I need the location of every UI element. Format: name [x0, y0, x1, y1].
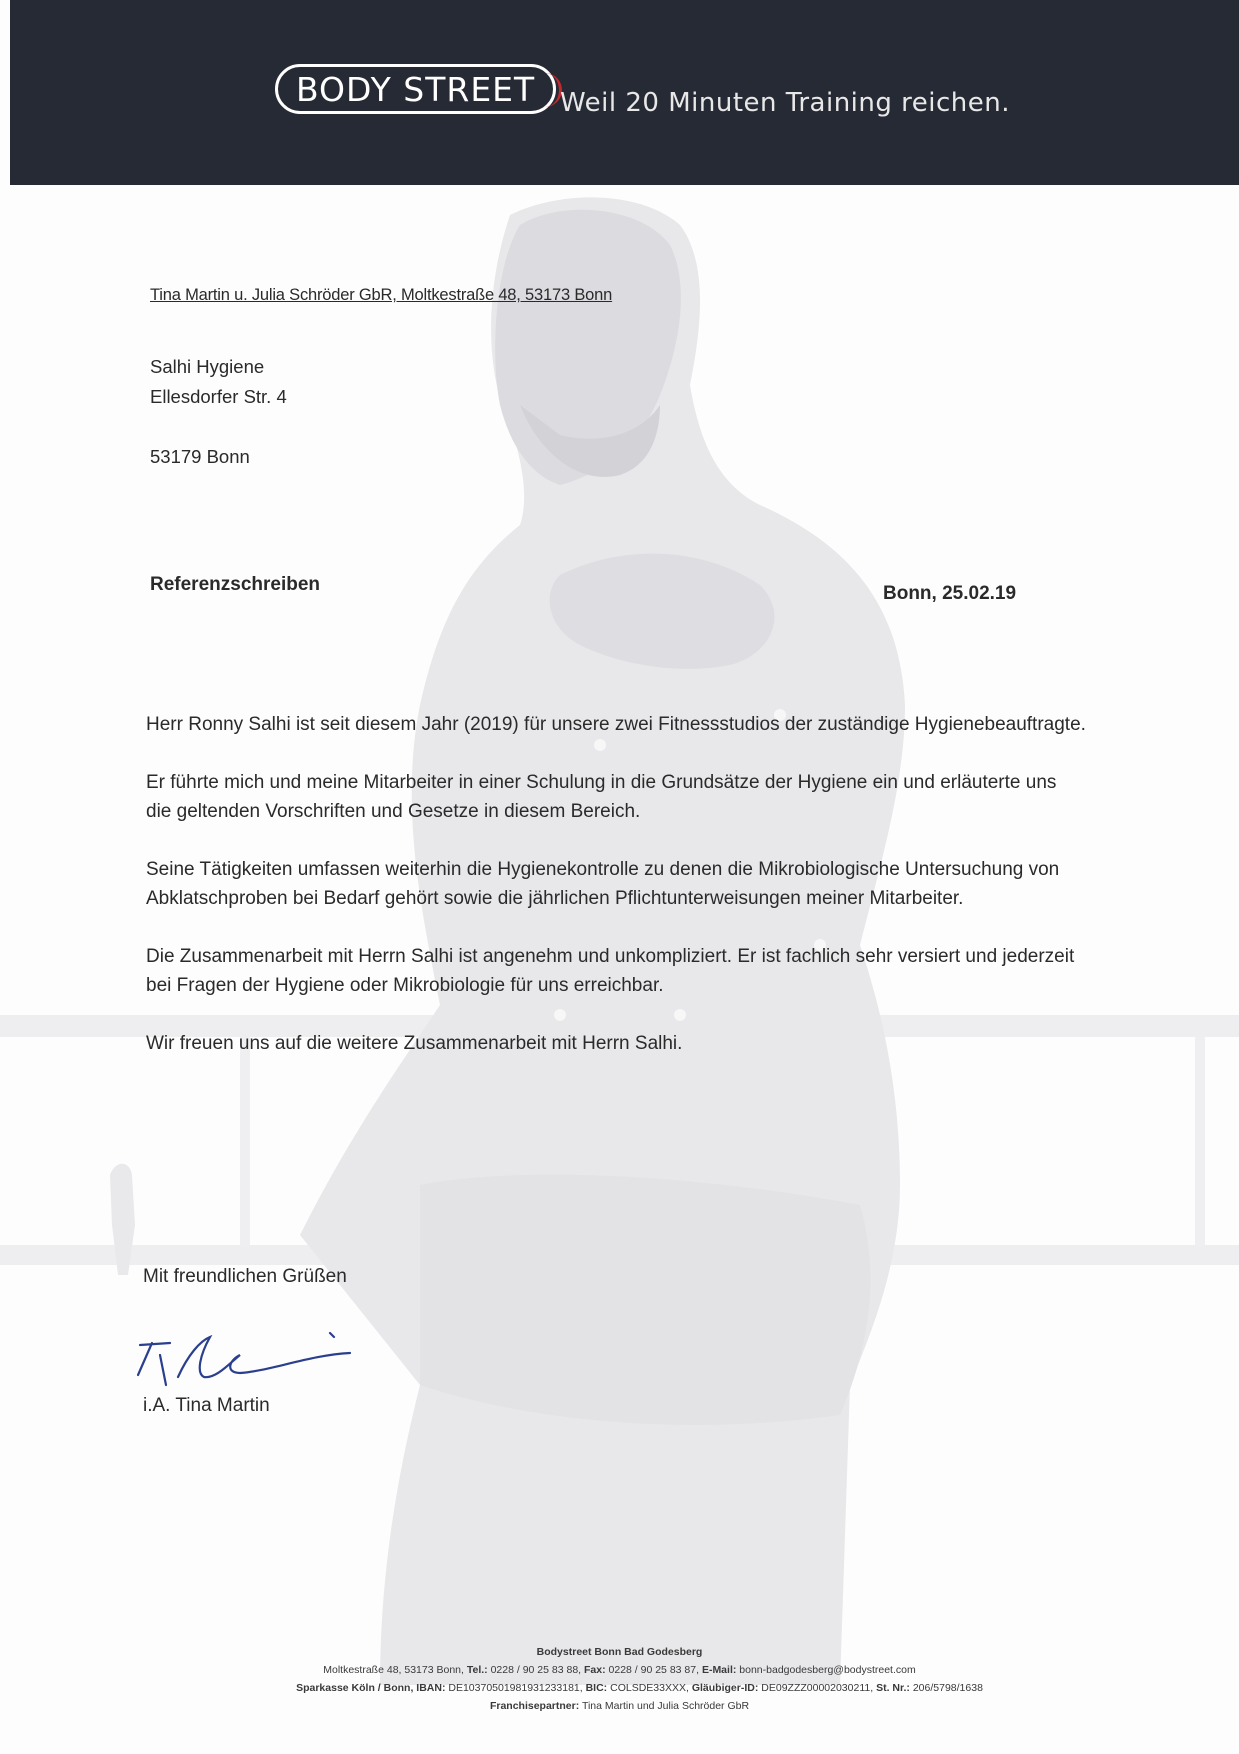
- brand-logo: [275, 64, 556, 114]
- letter-footer: [0, 1643, 1239, 1715]
- footer-creditor-label: Gläubiger-ID:: [691, 1682, 759, 1694]
- letterhead-banner: [10, 0, 1239, 185]
- footer-creditor-id: DE09ZZZ00002030211,: [761, 1682, 874, 1694]
- letter-body: [146, 710, 1086, 1087]
- footer-iban-label: IBAN:: [416, 1682, 446, 1694]
- body-paragraph: Seine Tätigkeiten umfassen weiterhin die Hygienekontrolle zu denen die Mikrobiologische Untersuchung von Abklatschproben bei Bedarf gehört sowie die jährlichen Pflichtunterweisungen meiner Mitarbeiter.: [146, 859, 1060, 909]
- footer-tel-label: Tel.:: [466, 1664, 488, 1676]
- footer-fax-label: Fax:: [584, 1664, 606, 1676]
- body-paragraph: Herr Ronny Salhi ist seit diesem Jahr (2019) für unsere zwei Fitnessstudios der zuständige Hygienebeauftragte.: [146, 714, 1086, 735]
- brand-logo-text: BODY STREET: [296, 69, 536, 109]
- footer-taxno: 206/5798/1638: [912, 1682, 983, 1694]
- footer-tel: 0228 / 90 25 83 88,: [490, 1664, 582, 1676]
- footer-email-label: E-Mail:: [701, 1664, 737, 1676]
- footer-contact-line: [0, 1661, 1239, 1679]
- footer-bic-label: BIC:: [585, 1682, 608, 1694]
- footer-iban: DE10370501981931233181,: [448, 1682, 583, 1694]
- brand-slogan: Weil 20 Minuten Training reichen.: [560, 88, 1010, 118]
- footer-taxno-label: St. Nr.:: [876, 1682, 910, 1694]
- body-paragraph: Wir freuen uns auf die weitere Zusammenarbeit mit Herrn Salhi.: [146, 1033, 683, 1054]
- footer-email: bonn-badgodesberg@bodystreet.com: [739, 1664, 916, 1676]
- sender-return-address: Tina Martin u. Julia Schröder GbR, Moltkestraße 48, 53173 Bonn: [150, 286, 613, 304]
- recipient-name: Salhi Hygiene: [150, 356, 265, 377]
- footer-bank-line: [0, 1679, 1239, 1697]
- footer-franchise-value: Tina Martin und Julia Schröder GbR: [581, 1700, 750, 1712]
- handwritten-signature: [130, 1315, 360, 1395]
- footer-company-name: Bodystreet Bonn Bad Godesberg: [536, 1646, 703, 1658]
- footer-franchise-line: [0, 1697, 1239, 1715]
- footer-bank: Sparkasse Köln / Bonn,: [296, 1682, 414, 1694]
- footer-bic: COLSDE33XXX,: [610, 1682, 689, 1694]
- body-paragraph: Die Zusammenarbeit mit Herrn Salhi ist angenehm und unkompliziert. Er ist fachlich sehr versiert und jederzeit bei Fragen der Hygiene oder Mikrobiologie für uns erreichbar.: [146, 946, 1075, 996]
- footer-franchise-label: Franchisepartner:: [489, 1700, 580, 1712]
- recipient-city: 53179 Bonn: [150, 446, 250, 467]
- letter-closing: Mit freundlichen Grüßen: [143, 1266, 347, 1287]
- recipient-address: [150, 352, 287, 472]
- letter-date: Bonn, 25.02.19: [883, 583, 1017, 604]
- footer-fax: 0228 / 90 25 83 87,: [608, 1664, 700, 1676]
- letter-subject: Referenzschreiben: [150, 574, 321, 595]
- footer-address: Moltkestraße 48, 53173 Bonn,: [323, 1664, 464, 1676]
- body-paragraph: Er führte mich und meine Mitarbeiter in einer Schulung in die Grundsätze der Hygiene ein und erläuterte uns die geltenden Vorschriften und Gesetze in diesem Bereich.: [146, 772, 1057, 822]
- recipient-street: Ellesdorfer Str. 4: [150, 386, 287, 407]
- signer-name: i.A. Tina Martin: [143, 1395, 270, 1416]
